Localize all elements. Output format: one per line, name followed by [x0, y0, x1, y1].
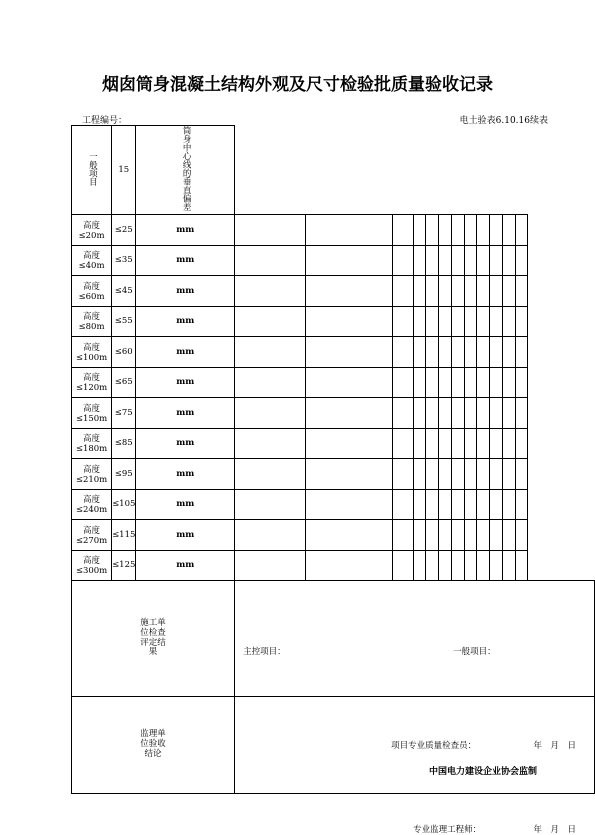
- unit-cell: mm: [136, 367, 235, 398]
- unit-cell: mm: [136, 306, 235, 337]
- engineer-label: 专业监理工程师：: [413, 825, 482, 835]
- record-cell[interactable]: [490, 367, 503, 398]
- table-row: [72, 489, 595, 520]
- standard-cell: ≤85: [112, 428, 136, 459]
- project-number-label: 工程编号：: [82, 116, 128, 126]
- record-cell[interactable]: [235, 459, 306, 490]
- supervision-cell[interactable]: [515, 428, 528, 459]
- table-row: [72, 245, 595, 276]
- item-cell: 高度≤40m: [72, 245, 112, 276]
- record-cell[interactable]: [393, 367, 413, 398]
- record-cell[interactable]: [393, 245, 413, 276]
- table-row: [72, 306, 595, 337]
- inspection-table: [71, 125, 595, 835]
- record-cell[interactable]: [393, 276, 413, 307]
- record-cell[interactable]: [477, 398, 490, 429]
- record-cell[interactable]: [502, 550, 515, 581]
- record-cell[interactable]: [451, 398, 464, 429]
- record-cell[interactable]: [502, 398, 515, 429]
- supervision-date: 年 月 日: [533, 825, 576, 835]
- record-cell[interactable]: [490, 245, 503, 276]
- record-cell[interactable]: [413, 520, 426, 551]
- record-cell[interactable]: [235, 245, 306, 276]
- record-cell[interactable]: [393, 459, 413, 490]
- record-cell[interactable]: [235, 215, 306, 246]
- record-cell[interactable]: [305, 428, 393, 459]
- record-cell[interactable]: [426, 428, 439, 459]
- unit-cell: mm: [136, 428, 235, 459]
- record-cell[interactable]: [305, 367, 393, 398]
- record-cell[interactable]: [502, 367, 515, 398]
- record-cell[interactable]: [451, 337, 464, 368]
- record-cell[interactable]: [451, 276, 464, 307]
- record-cell[interactable]: [235, 398, 306, 429]
- record-cell[interactable]: [235, 489, 306, 520]
- unit-cell: mm: [136, 550, 235, 581]
- record-cell[interactable]: [464, 337, 477, 368]
- record-cell[interactable]: [490, 428, 503, 459]
- record-cell[interactable]: [502, 306, 515, 337]
- table-row: [72, 215, 595, 246]
- supervision-cell[interactable]: [515, 550, 528, 581]
- standard-cell: ≤125: [112, 550, 136, 581]
- record-cell[interactable]: [305, 337, 393, 368]
- record-cell[interactable]: [451, 306, 464, 337]
- supervision-cell[interactable]: [515, 215, 528, 246]
- supervision-conclusion-row: [72, 697, 595, 794]
- table-row: [72, 276, 595, 307]
- record-cell[interactable]: [439, 550, 452, 581]
- main-items-label: 主控项目：: [243, 646, 286, 657]
- record-cell[interactable]: [393, 215, 413, 246]
- record-cell[interactable]: [305, 276, 393, 307]
- table-row: [72, 520, 595, 551]
- item-cell: 高度≤210m: [72, 459, 112, 490]
- record-cell[interactable]: [426, 489, 439, 520]
- standard-cell: ≤45: [112, 276, 136, 307]
- record-cell[interactable]: [490, 306, 503, 337]
- record-cell[interactable]: [413, 245, 426, 276]
- record-cell[interactable]: [393, 337, 413, 368]
- record-cell[interactable]: [426, 459, 439, 490]
- record-cell[interactable]: [413, 276, 426, 307]
- record-cell[interactable]: [413, 398, 426, 429]
- record-cell[interactable]: [305, 550, 393, 581]
- record-cell[interactable]: [502, 337, 515, 368]
- item-group-label: [136, 126, 235, 215]
- record-cell[interactable]: [464, 489, 477, 520]
- record-cell[interactable]: [451, 489, 464, 520]
- unit-cell: mm: [136, 215, 235, 246]
- record-cell[interactable]: [477, 459, 490, 490]
- record-cell[interactable]: [490, 276, 503, 307]
- record-cell[interactable]: [502, 459, 515, 490]
- record-cell[interactable]: [393, 428, 413, 459]
- unit-cell: mm: [136, 245, 235, 276]
- record-cell[interactable]: [393, 489, 413, 520]
- supervision-cell[interactable]: [515, 306, 528, 337]
- standard-cell: ≤60: [112, 337, 136, 368]
- record-cell[interactable]: [439, 459, 452, 490]
- record-cell[interactable]: [464, 459, 477, 490]
- supervision-cell[interactable]: [515, 459, 528, 490]
- item-group-text: 筒身中心线的垂直偏差: [181, 126, 192, 211]
- record-cell[interactable]: [451, 459, 464, 490]
- record-cell[interactable]: [305, 459, 393, 490]
- record-cell[interactable]: [490, 215, 503, 246]
- record-cell[interactable]: [464, 550, 477, 581]
- record-cell[interactable]: [305, 306, 393, 337]
- record-cell[interactable]: [305, 245, 393, 276]
- standard-cell: ≤35: [112, 245, 136, 276]
- record-cell[interactable]: [393, 520, 413, 551]
- standard-cell: ≤65: [112, 367, 136, 398]
- standard-cell: ≤55: [112, 306, 136, 337]
- record-cell[interactable]: [305, 520, 393, 551]
- supervision-conclusion-body[interactable]: [235, 697, 595, 835]
- record-cell[interactable]: [490, 337, 503, 368]
- record-cell[interactable]: [490, 550, 503, 581]
- supervision-cell[interactable]: [515, 398, 528, 429]
- record-cell[interactable]: [426, 215, 439, 246]
- seq-15: 15: [112, 126, 136, 215]
- record-cell[interactable]: [413, 215, 426, 246]
- supervision-cell[interactable]: [515, 367, 528, 398]
- record-cell[interactable]: [502, 520, 515, 551]
- record-cell[interactable]: [439, 245, 452, 276]
- record-cell[interactable]: [464, 215, 477, 246]
- record-cell[interactable]: [477, 520, 490, 551]
- record-cell[interactable]: [451, 367, 464, 398]
- record-cell[interactable]: [464, 520, 477, 551]
- record-cell[interactable]: [393, 550, 413, 581]
- record-cell[interactable]: [502, 276, 515, 307]
- record-cell[interactable]: [305, 215, 393, 246]
- standard-cell: ≤115: [112, 520, 136, 551]
- record-cell[interactable]: [426, 306, 439, 337]
- record-cell[interactable]: [426, 520, 439, 551]
- standard-cell: ≤25: [112, 215, 136, 246]
- record-cell[interactable]: [502, 245, 515, 276]
- standard-cell: ≤75: [112, 398, 136, 429]
- record-cell[interactable]: [439, 276, 452, 307]
- record-cell[interactable]: [439, 337, 452, 368]
- record-cell[interactable]: [464, 398, 477, 429]
- record-cell[interactable]: [490, 489, 503, 520]
- record-cell[interactable]: [393, 398, 413, 429]
- record-cell[interactable]: [426, 398, 439, 429]
- record-cell[interactable]: [451, 215, 464, 246]
- record-cell[interactable]: [490, 398, 503, 429]
- record-cell[interactable]: [439, 215, 452, 246]
- form-title: 烟囱筒身混凝土结构外观及尺寸检验批质量验收记录: [102, 75, 493, 95]
- unit-cell: mm: [136, 489, 235, 520]
- record-cell[interactable]: [235, 306, 306, 337]
- record-cell[interactable]: [413, 337, 426, 368]
- record-cell[interactable]: [477, 306, 490, 337]
- record-cell[interactable]: [477, 550, 490, 581]
- record-cell[interactable]: [502, 428, 515, 459]
- inspector-label: 项目专业质量检查员：: [391, 740, 477, 751]
- item-cell: 高度≤300m: [72, 550, 112, 581]
- supervision-cell[interactable]: [515, 520, 528, 551]
- item-cell: 高度≤180m: [72, 428, 112, 459]
- record-cell[interactable]: [305, 489, 393, 520]
- item-cell: 高度≤20m: [72, 215, 112, 246]
- item-cell: 高度≤100m: [72, 337, 112, 368]
- record-cell[interactable]: [413, 459, 426, 490]
- record-cell[interactable]: [439, 520, 452, 551]
- standard-cell: ≤105: [112, 489, 136, 520]
- table-row: [72, 550, 595, 581]
- record-cell[interactable]: [413, 550, 426, 581]
- record-cell[interactable]: [413, 489, 426, 520]
- supervision-cell[interactable]: [515, 276, 528, 307]
- record-cell[interactable]: [439, 398, 452, 429]
- record-cell[interactable]: [235, 428, 306, 459]
- table-row: [72, 367, 595, 398]
- record-cell[interactable]: [490, 520, 503, 551]
- record-cell[interactable]: [477, 215, 490, 246]
- item-cell: 高度≤80m: [72, 306, 112, 337]
- form-number: 电土验表6.10.16续表: [459, 116, 548, 126]
- item-cell: 高度≤150m: [72, 398, 112, 429]
- record-cell[interactable]: [477, 337, 490, 368]
- record-cell[interactable]: [477, 276, 490, 307]
- record-cell[interactable]: [490, 459, 503, 490]
- record-cell[interactable]: [464, 245, 477, 276]
- supervision-cell[interactable]: [515, 337, 528, 368]
- record-cell[interactable]: [413, 306, 426, 337]
- record-cell[interactable]: [464, 276, 477, 307]
- record-cell[interactable]: [464, 367, 477, 398]
- record-cell[interactable]: [426, 276, 439, 307]
- unit-cell: mm: [136, 459, 235, 490]
- item-cell: 高度≤240m: [72, 489, 112, 520]
- unit-cell: mm: [136, 276, 235, 307]
- record-cell[interactable]: [305, 398, 393, 429]
- supervision-cell[interactable]: [515, 245, 528, 276]
- record-cell[interactable]: [477, 428, 490, 459]
- record-cell[interactable]: [393, 306, 413, 337]
- table-row: [72, 398, 595, 429]
- record-cell[interactable]: [235, 367, 306, 398]
- record-cell[interactable]: [502, 215, 515, 246]
- general-items-label: 一般项目：: [453, 646, 496, 657]
- unit-cell: mm: [136, 520, 235, 551]
- record-cell[interactable]: [477, 367, 490, 398]
- record-cell[interactable]: [439, 489, 452, 520]
- category-cell: [72, 126, 112, 215]
- table-row: [72, 428, 595, 459]
- record-cell[interactable]: [426, 550, 439, 581]
- record-cell[interactable]: [426, 245, 439, 276]
- unit-cell: mm: [136, 337, 235, 368]
- construction-date: 年 月 日: [533, 740, 576, 751]
- record-cell[interactable]: [451, 520, 464, 551]
- record-cell[interactable]: [502, 489, 515, 520]
- record-cell[interactable]: [477, 245, 490, 276]
- supervision-conclusion-label: 监理单位验收结论: [72, 697, 235, 794]
- construction-conclusion-body[interactable]: [235, 581, 595, 751]
- record-cell[interactable]: [413, 428, 426, 459]
- supervision-cell[interactable]: [515, 489, 528, 520]
- record-cell[interactable]: [426, 337, 439, 368]
- record-cell[interactable]: [426, 367, 439, 398]
- item-cell: 高度≤60m: [72, 276, 112, 307]
- record-cell[interactable]: [451, 550, 464, 581]
- record-cell[interactable]: [439, 306, 452, 337]
- construction-conclusion-row: [72, 581, 595, 697]
- record-cell[interactable]: [464, 428, 477, 459]
- record-cell[interactable]: [235, 520, 306, 551]
- record-cell[interactable]: [451, 428, 464, 459]
- item-cell: 高度≤270m: [72, 520, 112, 551]
- category-label: 一般项目: [87, 151, 98, 186]
- record-cell[interactable]: [413, 367, 426, 398]
- standard-cell: ≤95: [112, 459, 136, 490]
- record-cell[interactable]: [439, 367, 452, 398]
- record-cell[interactable]: [439, 428, 452, 459]
- item-cell: 高度≤120m: [72, 367, 112, 398]
- unit-cell: mm: [136, 398, 235, 429]
- record-cell[interactable]: [464, 306, 477, 337]
- footer-text: 中国电力建设企业协会监制: [428, 767, 537, 777]
- record-cell[interactable]: [235, 337, 306, 368]
- construction-conclusion-label: 施工单位检查评定结果: [72, 581, 235, 697]
- record-cell[interactable]: [235, 276, 306, 307]
- record-cell[interactable]: [451, 245, 464, 276]
- record-cell[interactable]: [235, 550, 306, 581]
- table-row: [72, 459, 595, 490]
- record-cell[interactable]: [477, 489, 490, 520]
- table-row: [72, 337, 595, 368]
